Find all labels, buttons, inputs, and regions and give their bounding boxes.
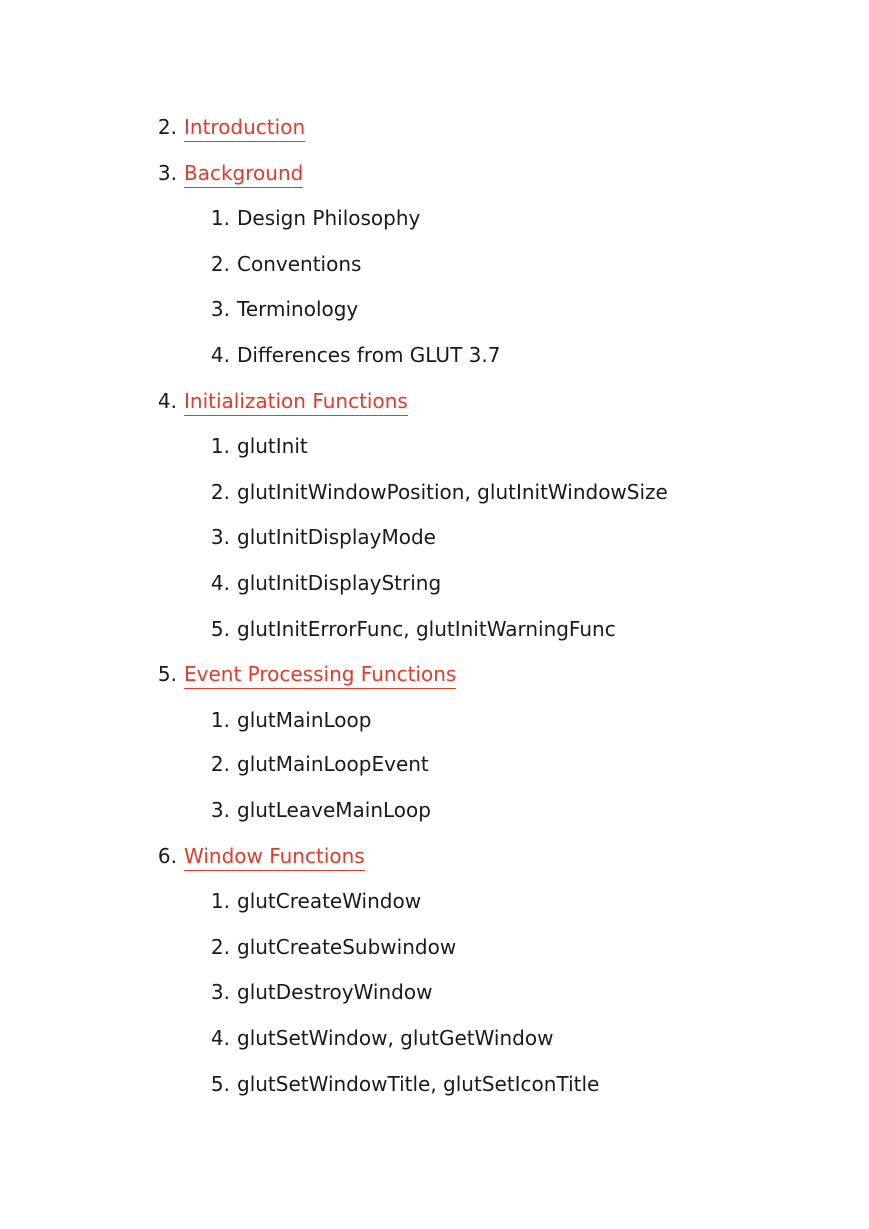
toc-section-introduction[interactable] (157, 112, 306, 142)
toc-section-window-functions[interactable] (157, 841, 365, 871)
toc-subitem-label: glutMainLoop (237, 708, 372, 732)
toc-link-initialization-functions[interactable]: Initialization Functions (184, 389, 408, 416)
toc-subitem-label: Conventions (237, 252, 362, 276)
toc-subitem (210, 749, 429, 779)
toc-subitem-label: Design Philosophy (237, 206, 421, 230)
toc-link-background[interactable]: Background (184, 161, 303, 188)
toc-number: 2. (210, 480, 230, 504)
toc-subitem-label: glutLeaveMainLoop (237, 798, 431, 822)
toc-subitem (210, 932, 457, 962)
toc-link-introduction[interactable]: Introduction (184, 115, 305, 142)
toc-subitem (210, 705, 372, 735)
toc-section-background[interactable] (157, 158, 304, 188)
toc-number: 2. (210, 935, 230, 959)
toc-number: 5. (157, 662, 177, 686)
toc-number: 4. (210, 1026, 230, 1050)
toc-subitem (210, 568, 442, 598)
toc-number: 1. (210, 434, 230, 458)
toc-subitem-label: glutInit (237, 434, 308, 458)
toc-subitem-label: glutMainLoopEvent (237, 752, 429, 776)
toc-subitem (210, 795, 431, 825)
toc-subitem (210, 477, 668, 507)
toc-number: 2. (210, 252, 230, 276)
toc-subitem (210, 431, 308, 461)
toc-subitem-label: glutInitErrorFunc, glutInitWarningFunc (237, 617, 616, 641)
toc-subitem (210, 340, 501, 370)
toc-number: 3. (210, 525, 230, 549)
toc-link-window-functions[interactable]: Window Functions (184, 844, 365, 871)
toc-number: 1. (210, 889, 230, 913)
toc-number: 2. (157, 115, 177, 139)
toc-subitem-label: Terminology (237, 297, 359, 321)
toc-section-initialization-functions[interactable] (157, 386, 408, 416)
toc-subitem (210, 249, 362, 279)
toc-subitem-label: glutDestroyWindow (237, 980, 433, 1004)
toc-subitem-label: Differences from GLUT 3.7 (237, 343, 501, 367)
toc-number: 4. (210, 343, 230, 367)
toc-subitem-label: glutSetWindow, glutGetWindow (237, 1026, 554, 1050)
toc-section-event-processing-functions[interactable] (157, 659, 457, 689)
toc-subitem-label: glutCreateSubwindow (237, 935, 457, 959)
toc-subitem-label: glutSetWindowTitle, glutSetIconTitle (237, 1072, 600, 1096)
toc-number: 1. (210, 708, 230, 732)
toc-number: 3. (210, 297, 230, 321)
toc-subitem-label: glutInitDisplayString (237, 571, 442, 595)
toc-subitem (210, 614, 616, 644)
toc-number: 4. (210, 571, 230, 595)
toc-number: 5. (210, 1072, 230, 1096)
toc-subitem-label: glutInitWindowPosition, glutInitWindowSize (237, 480, 668, 504)
toc-number: 3. (210, 798, 230, 822)
toc-number: 4. (157, 389, 177, 413)
toc-subitem-label: glutInitDisplayMode (237, 525, 436, 549)
toc-subitem (210, 886, 422, 916)
toc-number: 1. (210, 206, 230, 230)
toc-subitem (210, 977, 433, 1007)
toc-number: 2. (210, 752, 230, 776)
toc-number: 3. (210, 980, 230, 1004)
toc-number: 3. (157, 161, 177, 185)
toc-subitem (210, 1023, 554, 1053)
toc-link-event-processing-functions[interactable]: Event Processing Functions (184, 662, 456, 689)
toc-number: 5. (210, 617, 230, 641)
toc-subitem (210, 1069, 600, 1099)
toc-subitem-label: glutCreateWindow (237, 889, 422, 913)
toc-subitem (210, 294, 359, 324)
toc-number: 6. (157, 844, 177, 868)
toc-subitem (210, 203, 421, 233)
toc-subitem (210, 522, 436, 552)
